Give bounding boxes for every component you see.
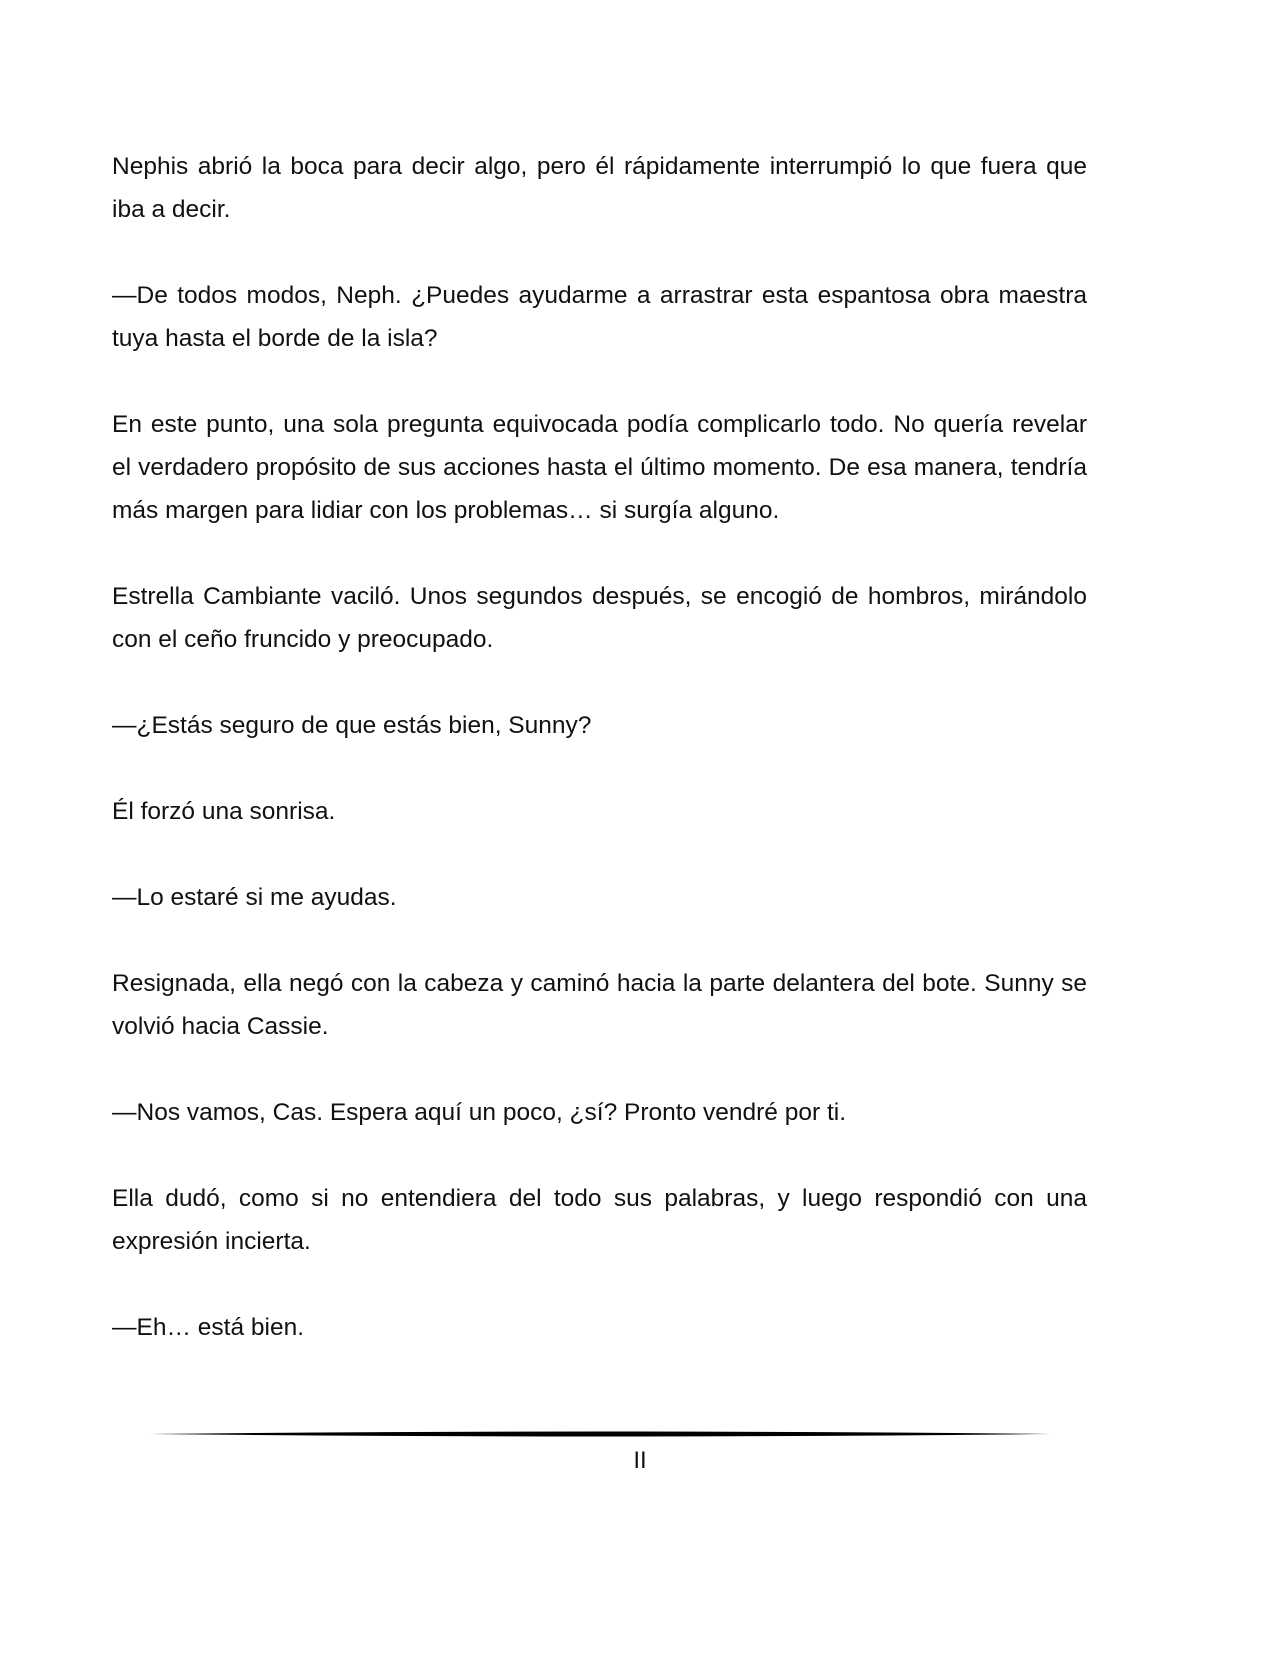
- paragraph: —Eh… está bien.: [112, 1314, 305, 1341]
- paragraph: Estrella Cambiante vaciló. Unos segundos después, se encogió de hombros, mirándolo con el ceño fruncido y preocupado.: [112, 583, 1087, 653]
- paragraph: —Nos vamos, Cas. Espera aquí un poco, ¿sí? Pronto vendré por ti.: [112, 1099, 846, 1126]
- page-number: II: [633, 1447, 647, 1474]
- paragraph: —Lo estaré si me ayudas.: [112, 884, 397, 911]
- paragraph: Ella dudó, como si no entendiera del todo sus palabras, y luego respondió con una expresión incierta.: [112, 1185, 1087, 1255]
- tapered-line: [150, 1432, 1050, 1437]
- paragraph: —¿Estás seguro de que estás bien, Sunny?: [112, 712, 592, 739]
- paragraph: Resignada, ella negó con la cabeza y caminó hacia la parte delantera del bote. Sunny se volvió hacia Cassie.: [112, 970, 1087, 1040]
- paragraph: Él forzó una sonrisa.: [112, 798, 336, 825]
- paragraph: Nephis abrió la boca para decir algo, pero él rápidamente interrumpió lo que fuera que iba a decir.: [112, 153, 1087, 223]
- chapter-text: [112, 145, 1087, 1392]
- paragraph: En este punto, una sola pregunta equivocada podía complicarlo todo. No quería revelar el verdadero propósito de sus acciones hasta el último momento. De esa manera, tendría más margen para lidiar con los problemas… si surgía alguno.: [112, 411, 1087, 524]
- footer-separator-rule: [150, 1426, 1050, 1442]
- paragraph: —De todos modos, Neph. ¿Puedes ayudarme a arrastrar esta espantosa obra maestra tuya hasta el borde de la isla?: [112, 282, 1087, 352]
